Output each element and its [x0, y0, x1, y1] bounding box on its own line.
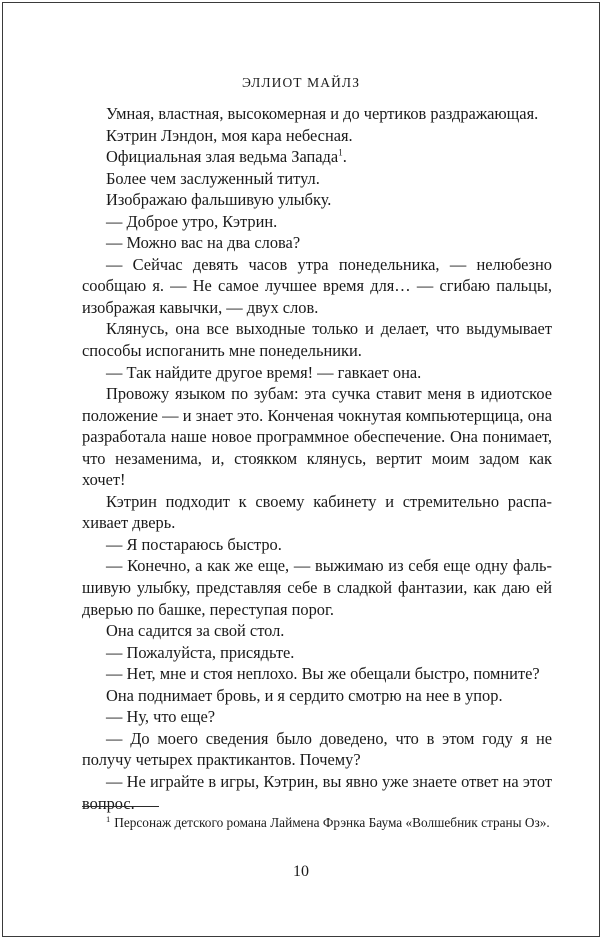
- paragraph-text: — Можно вас на два слова?: [106, 233, 301, 253]
- page-number: 10: [293, 863, 309, 880]
- paragraph: [82, 491, 552, 534]
- paragraph-text: Клянусь, она все выходные только и делает, что выдумывает способы испоганить мне понедельники.: [82, 319, 552, 361]
- paragraph: [82, 706, 552, 728]
- paragraph-text: Более чем заслуженный титул.: [106, 168, 320, 188]
- paragraph-text: — Я постараюсь быстро.: [106, 534, 282, 554]
- paragraph: [82, 254, 552, 319]
- paragraph-text: Провожу языком по зубам: эта сучка ставит меня в идиотское положение — и знает это. Конченая чокнутая компьютерщица, она разработала наше новое программное обеспечение. Она понимает, что незаменима, и, стоякком клянусь, вертит моим задом как хочет!: [82, 384, 552, 490]
- paragraph-text: — Нет, мне и стоя неплохо. Вы же обещали быстро, помните?: [106, 664, 540, 684]
- paragraph: [82, 534, 552, 556]
- paragraph-text: — Конечно, а как же еще, — выжимаю из себя еще одну фальшивую улыбку, представляя себе в сладкой фантазии, как даю ей дверью по башке, переступая порог.: [82, 556, 552, 619]
- paragraph: [82, 189, 552, 211]
- paragraph: [82, 362, 552, 384]
- footnote: [82, 813, 552, 833]
- paragraph-text: Кэтрин подходит к своему кабинету и стремительно распахивает дверь.: [82, 491, 552, 533]
- paragraph: [82, 318, 552, 361]
- paragraph-text: — До моего сведения было доведено, что в этом году я не получу четырех практикантов. Почему?: [82, 728, 552, 770]
- paragraph-text: — Так найдите другое время! — гавкает она.: [106, 362, 422, 382]
- paragraph: [82, 685, 552, 707]
- paragraph-text: Она садится за свой стол.: [106, 621, 285, 641]
- paragraph-text: Изображаю фальшивую улыбку.: [106, 190, 332, 210]
- paragraph: [82, 663, 552, 685]
- paragraph: [82, 728, 552, 771]
- footnote-reference: 1: [338, 147, 343, 158]
- paragraph-text: — Не играйте в игры, Кэтрин, вы явно уже знаете ответ на этот вопрос.: [82, 771, 552, 813]
- footnote-text: Персонаж детского романа Лаймена Фрэнка Баума «Волшебник страны Оз».: [114, 815, 550, 830]
- paragraph-text: Она поднимает бровь, и я сердито смотрю на нее в упор.: [106, 685, 503, 705]
- paragraph: [82, 771, 552, 814]
- running-head: ЭЛЛИОТ МАЙЛЗ: [241, 75, 361, 90]
- paragraph: [82, 211, 552, 233]
- paragraph-text: — Сейчас девять часов утра понедельника, — нелюбезно сообщаю я. — Не самое лучшее время для… — сгибаю пальцы, изображая кавычки, — двух слов.: [82, 254, 552, 317]
- paragraph-text: — Ну, что еще?: [106, 707, 216, 727]
- paragraph-text: — Пожалуйста, присядьте.: [106, 642, 295, 662]
- paragraph-text: — Доброе утро, Кэтрин.: [106, 211, 278, 231]
- paragraph: [82, 232, 552, 254]
- paragraph: [82, 383, 552, 491]
- paragraph: [82, 103, 552, 125]
- paragraph-text: Официальная злая ведьма Запада: [106, 147, 339, 167]
- footnote-divider: [82, 806, 159, 807]
- book-page: [2, 2, 600, 937]
- paragraph: [82, 125, 552, 147]
- footnote-mark: 1: [106, 813, 111, 824]
- paragraph: Официальная злая ведьма Запада$^1$.: [106, 147, 347, 167]
- paragraph: [82, 642, 552, 664]
- body-text: [82, 103, 552, 814]
- paragraph-text: Кэтрин Лэндон, моя кара небесная.: [106, 125, 353, 145]
- paragraph: [82, 168, 552, 190]
- paragraph: [82, 555, 552, 620]
- paragraph-text: Умная, властная, высокомерная и до чертиков раздражающая.: [106, 104, 539, 123]
- paragraph: [82, 620, 552, 642]
